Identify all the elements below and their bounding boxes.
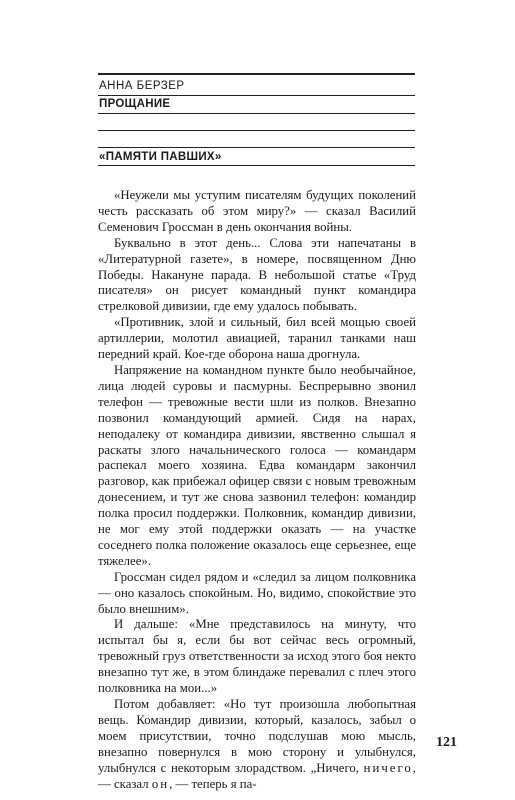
- paragraph: Буквально в этот день... Слова эти напечатаны в «Литературной газете», в номере, посвященном Дню Победы. Накануне парада. В небольшой статье «Труд писателя» он рисует командный пункт командира стрелковой дивизии, где ему удалось побывать.: [98, 235, 416, 314]
- header-rule: [98, 165, 415, 166]
- header-rule: [98, 130, 415, 131]
- paragraph: «Противник, злой и сильный, бил всей мощью своей артиллерии, молотил авиацией, таранил танками наш передний край. Кое-где оборона наша дрогнула.: [98, 315, 416, 362]
- spaced-text: ничего: [363, 760, 413, 775]
- paragraph-text: , — сказал: [98, 760, 416, 791]
- spaced-text: он: [151, 776, 170, 791]
- header-rule: [98, 95, 415, 96]
- paragraph: И дальше: «Мне представилось на минуту, что испытал бы я, если бы вот сейчас весь огромный, тревожный груз ответственности за исход этого боя некто внезапно тут же, в этом блиндаже перевалил с плеч этого полковника на мои...»: [98, 617, 416, 696]
- section-title: «ПАМЯТИ ПАВШИХ»: [99, 151, 222, 163]
- header-rule: [98, 113, 415, 114]
- paragraph-text: Потом добавляет: «Но тут произошла любопытная вещь. Командир дивизии, который, казалось, забыл о моем присутствии, точно подслушав мою мысль, внезапно повернулся в мою сторону и улыбнулся, улыбнулся с некоторым злорадством. „Ничего,: [98, 697, 416, 775]
- header-rule: [98, 147, 415, 148]
- header-top-rule: [98, 73, 415, 75]
- paragraph-text: , — теперь я па-: [169, 776, 257, 791]
- paragraph: [98, 697, 416, 792]
- paragraph: «Неужели мы уступим писателям будущих поколений честь рассказать об этом миру?» — сказал Василий Семенович Гроссман в день окончания войны.: [98, 188, 416, 234]
- author-name: АННА БЕРЗЕР: [99, 80, 185, 92]
- paragraph: Гроссман сидел рядом и «следил за лицом полковника — оно казалось спокойным. Но, видимо, спокойствие это было внешним».: [98, 569, 416, 616]
- page-number: 121: [436, 735, 457, 750]
- paragraph: Напряжение на командном пункте было необычайное, лица людей суровы и пасмурны. Беспрерывно звонил телефон — тревожные вести шли из полков. Внезапно позвонил командующий армией. Сидя на нарах, неподалеку от командира дивизии, явственно слышал я раскаты злого начальнического голоса — командарм распекал моего хозяина. Едва командарм закончил разговор, как прибежал офицер связи с новым тревожным донесением, и тут же снова зазвонил телефон: командир полка просил поддержки. Полковник, командир дивизии, не мог ему этой поддержки оказать — на участке соседнего полка положение оказалось еще серьезнее, еще тяжелее».: [98, 362, 416, 568]
- article-title: ПРОЩАНИЕ: [99, 98, 171, 110]
- article-body: [98, 188, 416, 792]
